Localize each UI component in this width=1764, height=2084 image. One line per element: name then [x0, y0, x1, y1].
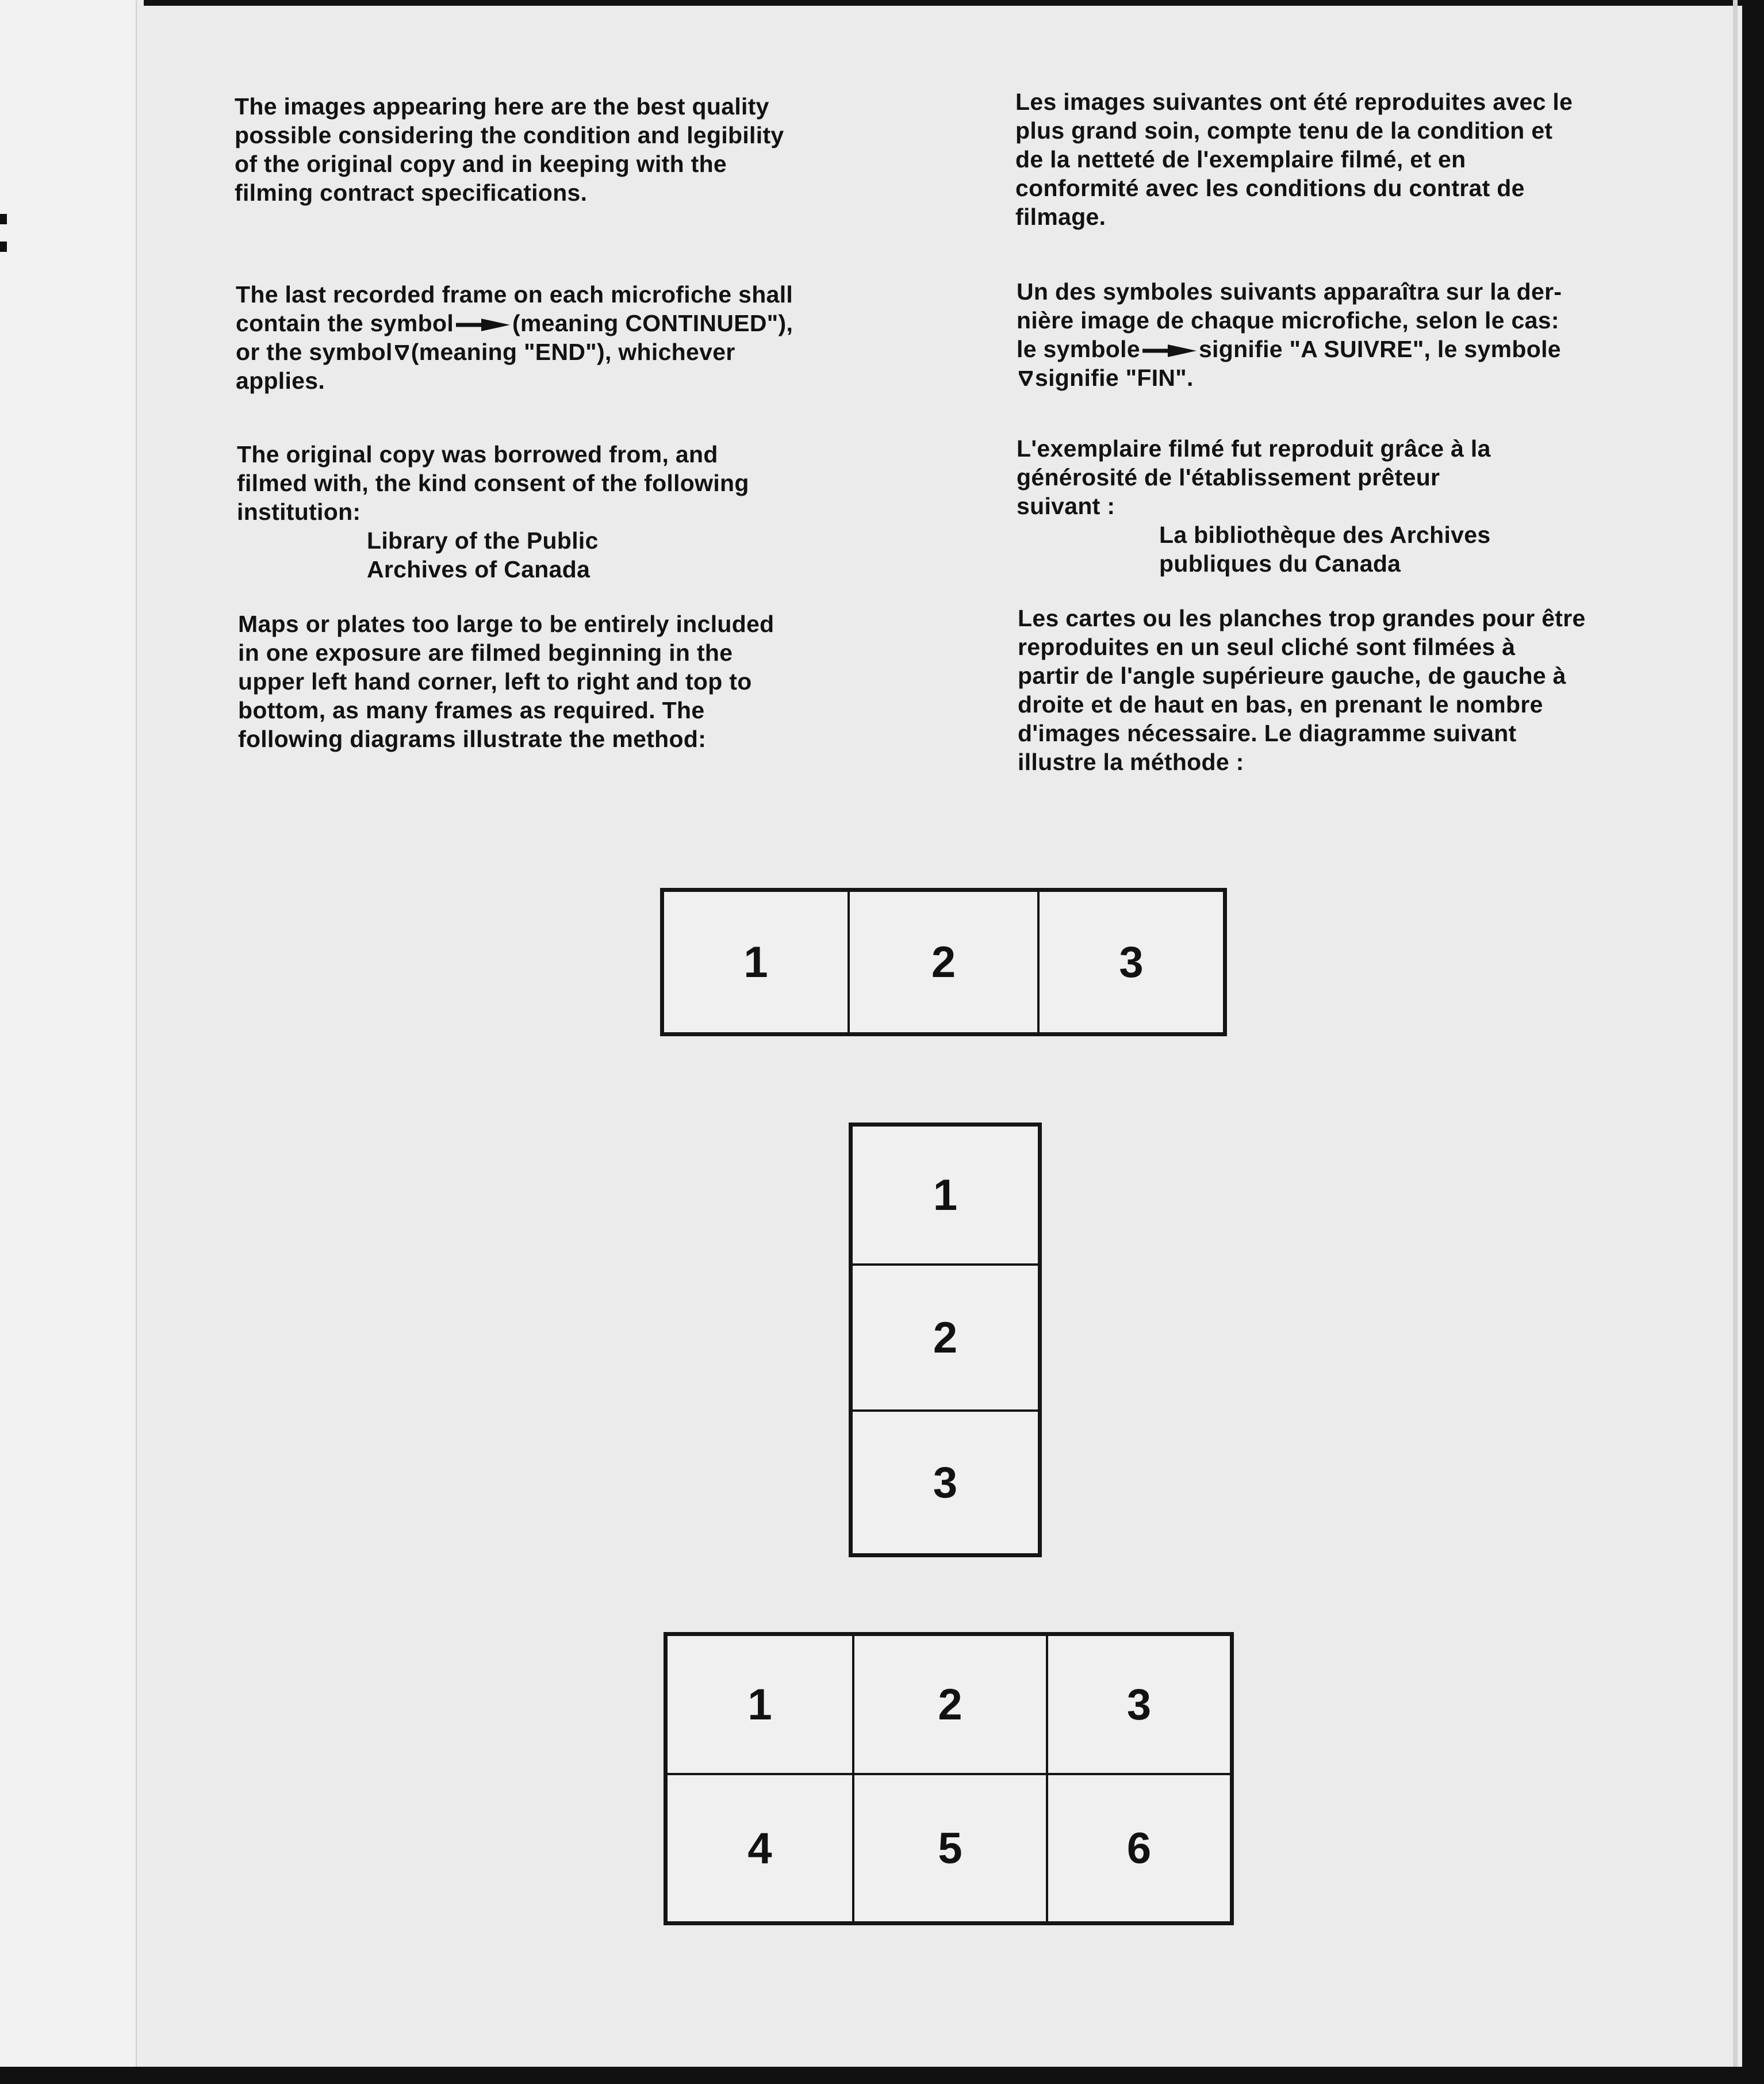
frame-cell: 3: [852, 1411, 1039, 1554]
lender-name-en: Library of the Public Archives of Canada: [367, 527, 599, 583]
symbols-text-3: signifie "FIN".: [1035, 365, 1194, 391]
margin-mark: [0, 214, 7, 224]
frame-cell: 6: [1047, 1774, 1231, 1922]
margin-mark: [0, 242, 7, 252]
frame-cell: 5: [853, 1774, 1047, 1922]
frame-cell: 1: [852, 1125, 1039, 1265]
symbols-notice-en: [236, 280, 793, 395]
frame-cell: 1: [663, 891, 849, 1033]
diagram-row-of-three: [660, 888, 1227, 1036]
quality-notice-en: The images appearing here are the best quality possible considering the condition and legibility of the original copy and in keeping with the filming contract specifications.: [235, 93, 784, 206]
film-border-top: [144, 0, 1764, 6]
maps-notice-en: Maps or plates too large to be entirely included in one exposure are filmed beginning in the upper left hand corner, left to right and top to bottom, as many frames as required. The following diagrams illustrate the method:: [238, 611, 774, 752]
lender-notice-en: The original copy was borrowed from, and filmed with, the kind consent of the following institution:: [237, 441, 749, 525]
continued-arrow-icon: [456, 319, 510, 331]
film-border-right: [1742, 0, 1764, 2084]
symbols-notice-fr: [1017, 277, 1562, 392]
frame-cell: 1: [666, 1635, 853, 1774]
end-triangle-icon: [1019, 371, 1033, 386]
frame-cell: 4: [666, 1774, 853, 1922]
quality-notice-fr: Les images suivantes ont été reproduites avec le plus grand soin, compte tenu de la condition et de la netteté de l'exemplaire filmé, et en conformité avec les conditions du contrat de filmage.: [1015, 89, 1573, 230]
maps-notice-fr: Les cartes ou les planches trop grandes pour être reproduites en un seul cliché sont filmées à partir de l'angle supérieure gauche, de gauche à droite et de haut en bas, en prenant le nombre d'images nécessaire. Le diagramme suivant illustre la méthode :: [1018, 605, 1586, 775]
frame-cell: 3: [1038, 891, 1224, 1033]
microfiche-target-page: [144, 6, 1733, 2067]
film-border-right-inner: [1733, 0, 1738, 2070]
frame-cell: 3: [1047, 1635, 1231, 1774]
symbols-text-2: (meaning CONTINUED"), or the symbol: [236, 310, 793, 365]
end-triangle-icon: [395, 345, 409, 360]
continued-arrow-icon: [1142, 344, 1197, 357]
diagram-grid-of-six: [664, 1632, 1234, 1925]
adjacent-frame-strip: [0, 0, 137, 2067]
symbols-text-3: (meaning "END"), whichever applies.: [236, 339, 735, 394]
symbols-text-2: signifie "A SUIVRE", le symbole: [1198, 336, 1561, 362]
frame-cell: 2: [849, 891, 1038, 1033]
lender-name-fr: La bibliothèque des Archives publiques du Canada: [1159, 522, 1491, 577]
film-border-bottom: [0, 2067, 1764, 2084]
diagram-column-of-three: [849, 1123, 1042, 1557]
symbols-text-1: The last recorded frame on each microfiche shall contain the symbol: [236, 281, 793, 336]
symbols-text-1: Un des symboles suivants apparaîtra sur la der- nière image de chaque microfiche, selon le cas: le symbole: [1017, 278, 1562, 362]
frame-cell: 2: [852, 1265, 1039, 1411]
frame-cell: 2: [853, 1635, 1047, 1774]
lender-notice-fr: L'exemplaire filmé fut reproduit grâce à la générosité de l'établissement prêteur suivant :: [1017, 435, 1491, 519]
